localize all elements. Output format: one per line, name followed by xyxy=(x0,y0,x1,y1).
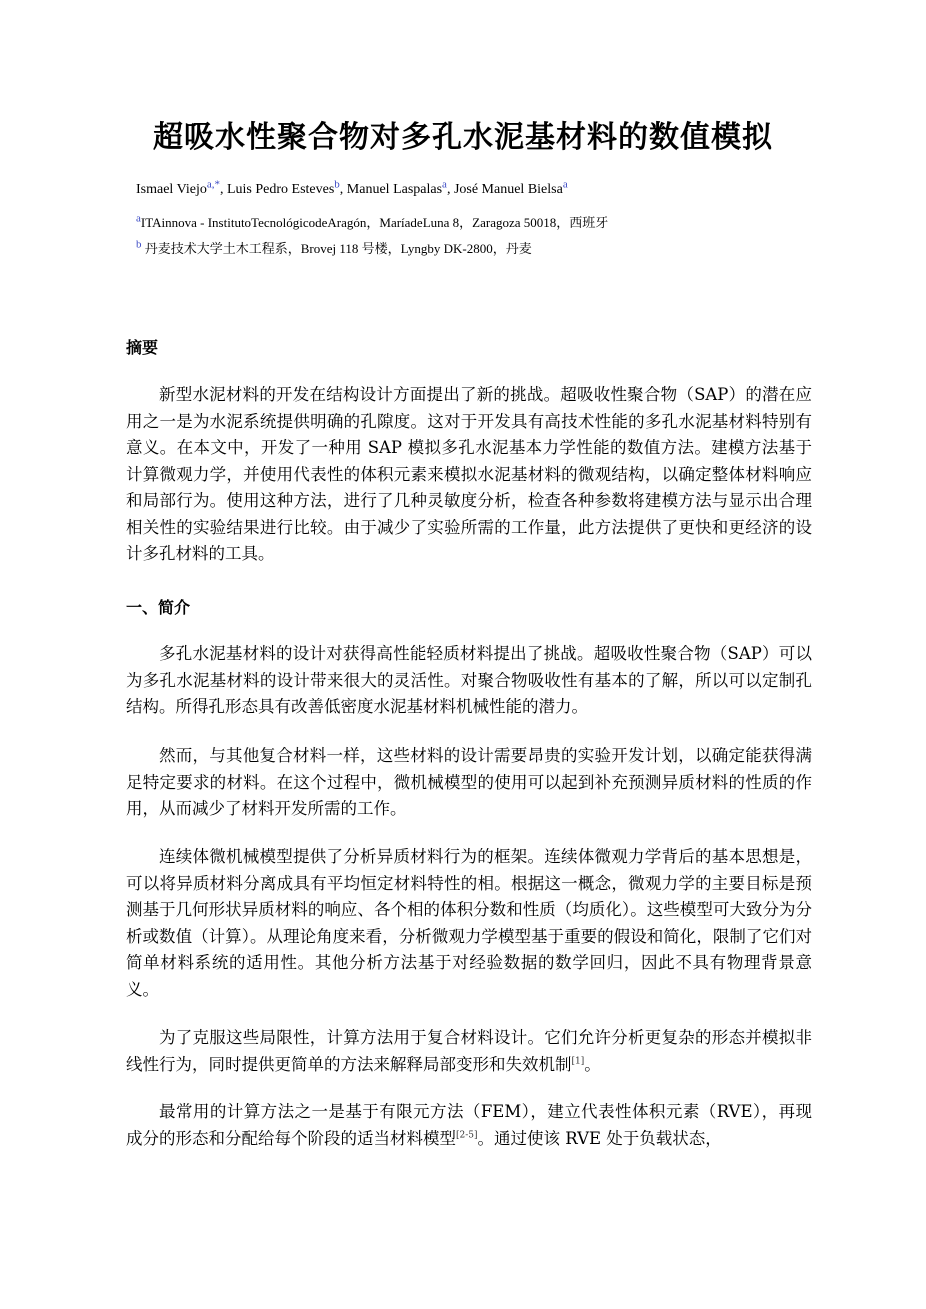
author-name: Ismael Viejo xyxy=(136,182,207,197)
paragraph-text: 为了克服这些局限性，计算方法用于复合材料设计。它们允许分析更复杂的形态并模拟非线性行为，同时提供更简单的方法来解释局部变形和失效机制 xyxy=(126,1028,812,1074)
affiliation-a xyxy=(136,214,608,232)
author-separator: , xyxy=(219,182,227,197)
author-affiliation-marker[interactable]: a xyxy=(562,178,568,191)
affiliation-marker: b xyxy=(136,238,142,251)
intro-paragraph-2: 然而，与其他复合材料一样，这些材料的设计需要昂贵的实验开发计划，以确定能获得满足特定要求的材料。在这个过程中，微机械模型的使用可以起到补充预测异质材料的性质的作用，从而减少了材料开发所需的工作。 xyxy=(126,746,812,818)
author-separator: , xyxy=(339,182,347,197)
author-list xyxy=(136,180,568,200)
author-affiliation-marker[interactable]: a xyxy=(442,178,447,191)
introduction-heading: 一、简介 xyxy=(126,598,191,617)
abstract-heading: 摘要 xyxy=(126,338,159,357)
author-affiliation-marker[interactable]: a,* xyxy=(206,178,220,191)
affiliation-marker: a xyxy=(136,212,141,225)
affiliation-text: ITAinnova - InstitutoTecnológicodeAragón，MaríadeLuna 8，Zaragoza 50018，西班牙 xyxy=(140,215,609,230)
paragraph-text: 。 xyxy=(584,1054,601,1074)
paragraph-text: 。通过使该 RVE 处于负载状态， xyxy=(477,1128,722,1148)
affiliation-b xyxy=(136,240,532,258)
author-name: José Manuel Bielsa xyxy=(453,182,563,197)
paper-title: 超吸水性聚合物对多孔水泥基材料的数值模拟 xyxy=(153,120,773,155)
author-affiliation-marker[interactable]: b xyxy=(334,178,340,191)
paragraph-text: 最常用的计算方法之一是基于有限元方法（FEM），建立代表性体积元素（RVE），再现成分的形态和分配给每个阶段的适当材料模型 xyxy=(126,1102,812,1148)
author-separator: , xyxy=(446,182,454,197)
intro-paragraph-3: 连续体微机械模型提供了分析异质材料行为的框架。连续体微观力学背后的基本思想是，可以将异质材料分离成具有平均恒定材料特性的相。根据这一概念，微观力学的主要目标是预测基于几何形状异质材料的响应、各个相的体积分数和性质（均质化）。这些模型可大致分为分析或数值（计算）。从理论角度来看，分析微观力学模型基于重要的假设和简化，限制了它们对简单材料系统的适用性。其他分析方法基于对经验数据的数学回归，因此不具有物理背景意义。 xyxy=(126,847,812,999)
abstract-paragraph: 新型水泥材料的开发在结构设计方面提出了新的挑战。超吸收性聚合物（SAP）的潜在应用之一是为水泥系统提供明确的孔隙度。这对于开发具有高技术性能的多孔水泥基材料特别有意义。在本文中，开发了一种用 SAP 模拟多孔水泥基本力学性能的数值方法。建模方法基于计算微观力学，并使用代表性的体积元素来模拟水泥基材料的微观结构，以确定整体材料响应和局部行为。使用这种方法，进行了几种灵敏度分析，检查各种参数将建模方法与显示出合理相关性的实验结果进行比较。由于减少了实验所需的工作量，此方法提供了更快和更经济的设计多孔材料的工具。 xyxy=(126,385,812,563)
intro-paragraph-4 xyxy=(126,1025,812,1078)
citation-ref[interactable]: [1] xyxy=(571,1056,585,1066)
author-name: Manuel Laspalas xyxy=(346,182,443,197)
citation-ref[interactable]: [2-5] xyxy=(456,1130,478,1140)
author-name: Luis Pedro Esteves xyxy=(226,182,335,197)
affiliation-text: 丹麦技术大学土木工程系，Brovej 118 号楼，Lyngby DK-2800，丹麦 xyxy=(141,241,532,256)
intro-paragraph-1: 多孔水泥基材料的设计对获得高性能轻质材料提出了挑战。超吸收性聚合物（SAP）可以为多孔水泥基材料的设计带来很大的灵活性。对聚合物吸收性有基本的了解，所以可以定制孔结构。所得孔形态具有改善低密度水泥基材料机械性能的潜力。 xyxy=(126,644,812,716)
intro-paragraph-5 xyxy=(126,1099,812,1152)
